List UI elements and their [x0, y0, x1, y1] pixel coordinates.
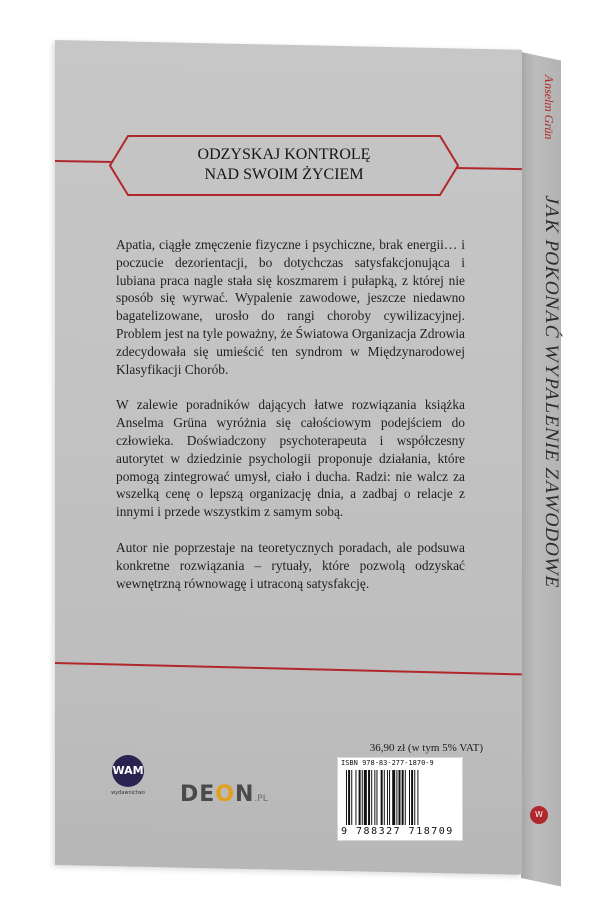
barcode-number: 9 788327 718709	[341, 826, 454, 837]
barcode-bar	[364, 770, 367, 825]
blurb-paragraph-2: W zalewie poradników dających łatwe rozwiązania książka Anselma Grüna wyróżnia się całościowym podejściem do człowieka. Doświadczony psychoterapeuta i współczesny autorytet w dziedzinie psychologii proponuje działania, które pomogą zintegrować umysł, ciało i ducha. Radzi: nie walcz za wszelką cenę o lepszą organizację dnia, a zadbaj o relacje z innymi i przede wszystkim z samym sobą.	[116, 397, 465, 520]
deon-logo-part-3: N	[235, 782, 255, 807]
blurb-paragraph-1: Apatia, ciągłe zmęczenie fizyczne i psychiczne, brak energii… i poczucie dezorientacji, bo dotychczas satysfakcjonująca i lubiana praca nagle stała się koszmarem i pułapką, z której nie sposób się wyrwać. Wypalenie zawodowe, jeszcze niedawno bagatelizowane, urosło do rangi choroby cywilizacyjnej. Problem jest na tyle poważny, że Światowa Organizacja Zdrowia zdecydowała się umieścić ten syndrom w Międzynarodowej Klasyfikacji Chorób.	[116, 237, 465, 377]
wam-logo-caption: wydawnictwo	[111, 790, 145, 796]
barcode-bar	[362, 770, 363, 825]
barcode-bars	[345, 770, 457, 825]
barcode-bar	[417, 770, 418, 825]
barcode-bar	[402, 770, 404, 825]
barcode-bar	[411, 770, 413, 825]
barcode-bar	[381, 770, 383, 825]
barcode-bar	[368, 770, 370, 825]
deon-logo	[180, 782, 268, 807]
barcode-bar	[414, 770, 415, 825]
barcode-bar	[348, 770, 350, 825]
barcode-bar	[387, 770, 388, 825]
deon-logo-suffix: .PL	[254, 794, 268, 804]
isbn-text: ISBN 978-83-277-1870-9	[341, 759, 434, 767]
headline-line-2: NAD SWOIM ŻYCIEM	[204, 166, 364, 183]
barcode-bar	[371, 770, 372, 825]
barcode-bar	[346, 770, 347, 825]
headline	[108, 145, 460, 185]
barcode-bar	[374, 770, 375, 825]
barcode-bar	[409, 770, 410, 825]
barcode-bar	[376, 770, 377, 825]
barcode-bar	[396, 770, 397, 825]
blurb-text	[116, 236, 465, 610]
spine-author: Anselm Grün	[542, 73, 556, 142]
barcode-bar	[355, 770, 356, 825]
barcode-bar	[351, 770, 352, 825]
deon-logo-part-1: DE	[180, 782, 216, 807]
blurb-paragraph-3: Autor nie poprzestaje na teoretycznych poradach, ale podsuwa konkretne rozwiązania – rytuały, które pozwolą odzyskać wewnętrzną równowagę i utraconą satysfakcję.	[116, 539, 465, 591]
barcode-bar	[392, 770, 395, 825]
barcode-bar	[399, 770, 401, 825]
wam-logo-icon: WAM	[112, 755, 144, 787]
barcode-bar	[389, 770, 390, 825]
barcode-bar	[384, 770, 385, 825]
spine-title: JAK POKONAĆ WYPALENIE ZAWODOWE	[541, 194, 562, 591]
barcode-bar	[359, 770, 361, 825]
price-label: 36,90 zł (w tym 5% VAT)	[369, 742, 483, 754]
deon-logo-o: O	[215, 782, 235, 807]
headline-line-1: ODZYSKAJ KONTROLĘ	[197, 146, 371, 163]
spine-publisher-logo: W	[530, 806, 548, 824]
barcode-bar	[405, 770, 406, 825]
